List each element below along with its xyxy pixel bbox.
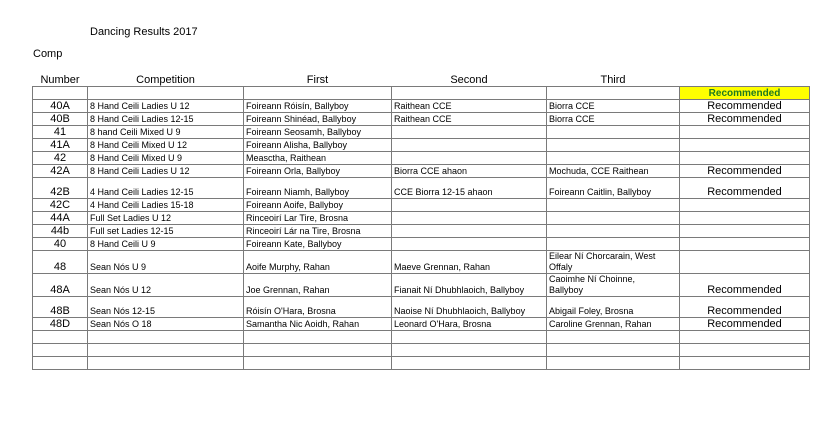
third-place-cell xyxy=(547,152,680,165)
table-cell xyxy=(547,87,680,100)
third-place-cell xyxy=(547,139,680,152)
comp-number-cell: 48D xyxy=(33,318,88,331)
table-cell xyxy=(680,357,810,370)
second-place-cell xyxy=(392,152,547,165)
second-place-cell xyxy=(392,225,547,238)
first-place-cell: Foireann Aoife, Ballyboy xyxy=(244,199,392,212)
third-place-line: Eilear Ní Chorcarain, West xyxy=(549,251,656,261)
table-cell xyxy=(88,344,244,357)
table-row xyxy=(33,178,810,199)
table-row xyxy=(33,100,810,113)
comp-number-cell: 40B xyxy=(33,113,88,126)
comp-number-cell: 44b xyxy=(33,225,88,238)
first-place-cell: Foireann Alisha, Ballyboy xyxy=(244,139,392,152)
empty-row xyxy=(33,357,810,370)
empty-row xyxy=(33,344,810,357)
third-place-cell xyxy=(547,238,680,251)
third-place-cell: Biorra CCE xyxy=(547,113,680,126)
table-row xyxy=(33,152,810,165)
table-cell xyxy=(392,344,547,357)
table-cell xyxy=(547,331,680,344)
table-row xyxy=(33,297,810,318)
second-place-cell: Biorra CCE ahaon xyxy=(392,165,547,178)
table-row xyxy=(33,139,810,152)
competition-cell: Sean Nós U 12 xyxy=(88,274,244,297)
first-place-cell: Foireann Kate, Ballyboy xyxy=(244,238,392,251)
first-place-cell: Róisín O'Hara, Brosna xyxy=(244,297,392,318)
table-cell xyxy=(244,87,392,100)
table-cell xyxy=(244,357,392,370)
comp-number-cell: 40A xyxy=(33,100,88,113)
first-place-cell: Foireann Seosamh, Ballyboy xyxy=(244,126,392,139)
recommended-cell: Recommended xyxy=(680,113,810,126)
first-place-cell: Joe Grennan, Rahan xyxy=(244,274,392,297)
second-place-cell: CCE Biorra 12-15 ahaon xyxy=(392,178,547,199)
recommended-cell xyxy=(680,139,810,152)
recommended-cell xyxy=(680,126,810,139)
competition-cell: 8 Hand Ceili Ladies U 12 xyxy=(88,100,244,113)
first-place-cell: Foireann Shinéad, Ballyboy xyxy=(244,113,392,126)
header-first: First xyxy=(306,74,329,86)
table-cell xyxy=(392,87,547,100)
comp-number-cell: 48 xyxy=(33,251,88,274)
comp-number-cell: 42A xyxy=(33,165,88,178)
third-place-line: Offaly xyxy=(549,262,573,272)
table-cell xyxy=(88,87,244,100)
table-row xyxy=(33,126,810,139)
table-row xyxy=(33,212,810,225)
competition-cell: 8 Hand Ceili U 9 xyxy=(88,238,244,251)
comp-number-cell: 41A xyxy=(33,139,88,152)
comp-number-cell: 48B xyxy=(33,297,88,318)
table-row xyxy=(33,318,810,331)
table-cell xyxy=(33,344,88,357)
recommended-cell: Recommended xyxy=(680,178,810,199)
competition-cell: Full Set Ladies U 12 xyxy=(88,212,244,225)
third-place-cell: Abigail Foley, Brosna xyxy=(547,297,680,318)
table-row xyxy=(33,225,810,238)
comp-number-cell: 42 xyxy=(33,152,88,165)
header-empty xyxy=(680,72,810,87)
second-place-cell xyxy=(392,212,547,225)
recommended-cell xyxy=(680,251,810,274)
third-place-cell: Caroline Grennan, Rahan xyxy=(547,318,680,331)
second-place-cell: Leonard O'Hara, Brosna xyxy=(392,318,547,331)
competition-cell: 8 hand Ceili Mixed U 9 xyxy=(88,126,244,139)
third-place-cell: Foireann Caitlin, Ballyboy xyxy=(547,178,680,199)
table-cell xyxy=(244,331,392,344)
table-cell xyxy=(392,357,547,370)
table-cell xyxy=(244,344,392,357)
recommended-cell: Recommended xyxy=(680,165,810,178)
first-place-cell: Foireann Róisín, Ballyboy xyxy=(244,100,392,113)
recommended-cell xyxy=(680,212,810,225)
third-place-cell xyxy=(547,199,680,212)
table-row xyxy=(33,238,810,251)
third-place-cell xyxy=(547,212,680,225)
table-row xyxy=(33,199,810,212)
second-place-cell: Raithean CCE xyxy=(392,100,547,113)
competition-cell: Full set Ladies 12-15 xyxy=(88,225,244,238)
competition-cell: 4 Hand Ceili Ladies 12-15 xyxy=(88,178,244,199)
second-place-cell: Raithean CCE xyxy=(392,113,547,126)
header-second: Second xyxy=(450,74,488,86)
table-cell xyxy=(392,331,547,344)
comp-header-line1: Comp xyxy=(33,48,63,60)
comp-number-cell: 40 xyxy=(33,238,88,251)
first-place-cell: Aoife Murphy, Rahan xyxy=(244,251,392,274)
second-place-cell xyxy=(392,238,547,251)
table-cell xyxy=(88,331,244,344)
table-cell xyxy=(680,344,810,357)
header-row xyxy=(33,72,810,87)
third-place-line: Caoimhe Ní Choinne, xyxy=(549,274,636,284)
third-place-cell xyxy=(547,251,680,274)
first-place-cell: Samantha Nic Aoidh, Rahan xyxy=(244,318,392,331)
recommended-cell xyxy=(680,238,810,251)
second-place-cell xyxy=(392,199,547,212)
competition-cell: 8 Hand Ceili Ladies U 12 xyxy=(88,165,244,178)
first-place-cell: Foireann Orla, Ballyboy xyxy=(244,165,392,178)
recommended-cell: Recommended xyxy=(680,318,810,331)
recommended-highlight-cell: Recommended xyxy=(680,87,810,100)
first-place-cell: Rinceoirí Lar Tire, Brosna xyxy=(244,212,392,225)
results-body xyxy=(33,87,810,370)
second-place-cell: Naoise Ní Dhubhlaoich, Ballyboy xyxy=(392,297,547,318)
table-cell xyxy=(33,331,88,344)
recommended-cell: Recommended xyxy=(680,297,810,318)
third-place-cell xyxy=(547,126,680,139)
third-place-line: Ballyboy xyxy=(549,285,584,295)
recommended-header-row xyxy=(33,87,810,100)
competition-cell: Sean Nós 12-15 xyxy=(88,297,244,318)
third-place-cell xyxy=(547,274,680,297)
second-place-cell xyxy=(392,139,547,152)
competition-cell: 8 Hand Ceili Mixed U 12 xyxy=(88,139,244,152)
header-competition: Competition xyxy=(136,74,195,86)
table-row xyxy=(33,274,810,297)
results-table xyxy=(32,72,810,370)
comp-number-cell: 42C xyxy=(33,199,88,212)
recommended-cell: Recommended xyxy=(680,274,810,297)
table-row xyxy=(33,165,810,178)
recommended-cell xyxy=(680,199,810,212)
table-cell xyxy=(88,357,244,370)
third-place-cell xyxy=(547,225,680,238)
comp-number-header xyxy=(33,48,62,61)
table-cell xyxy=(547,344,680,357)
table-cell xyxy=(680,331,810,344)
competition-cell: 8 Hand Ceili Ladies 12-15 xyxy=(88,113,244,126)
header-number: Number xyxy=(40,74,80,86)
second-place-cell xyxy=(392,126,547,139)
third-place-cell: Mochuda, CCE Raithean xyxy=(547,165,680,178)
table-row xyxy=(33,113,810,126)
second-place-cell: Fianait Ní Dhubhlaoich, Ballyboy xyxy=(392,274,547,297)
competition-cell: Sean Nós U 9 xyxy=(88,251,244,274)
competition-cell: Sean Nós O 18 xyxy=(88,318,244,331)
recommended-cell xyxy=(680,225,810,238)
recommended-cell: Recommended xyxy=(680,100,810,113)
comp-number-cell: 41 xyxy=(33,126,88,139)
third-place-cell: Biorra CCE xyxy=(547,100,680,113)
document-title: Dancing Results 2017 xyxy=(90,26,198,38)
empty-row xyxy=(33,331,810,344)
table-row xyxy=(33,251,810,274)
table-cell xyxy=(33,357,88,370)
second-place-cell: Maeve Grennan, Rahan xyxy=(392,251,547,274)
competition-cell: 8 Hand Ceili Mixed U 9 xyxy=(88,152,244,165)
table-cell xyxy=(33,87,88,100)
comp-number-cell: 44A xyxy=(33,212,88,225)
header-third: Third xyxy=(600,74,626,86)
first-place-cell: Foireann Niamh, Ballyboy xyxy=(244,178,392,199)
competition-cell: 4 Hand Ceili Ladies 15-18 xyxy=(88,199,244,212)
comp-number-cell: 48A xyxy=(33,274,88,297)
first-place-cell: Measctha, Raithean xyxy=(244,152,392,165)
comp-number-cell: 42B xyxy=(33,178,88,199)
table-cell xyxy=(547,357,680,370)
recommended-cell xyxy=(680,152,810,165)
first-place-cell: Rinceoirí Lár na Tire, Brosna xyxy=(244,225,392,238)
